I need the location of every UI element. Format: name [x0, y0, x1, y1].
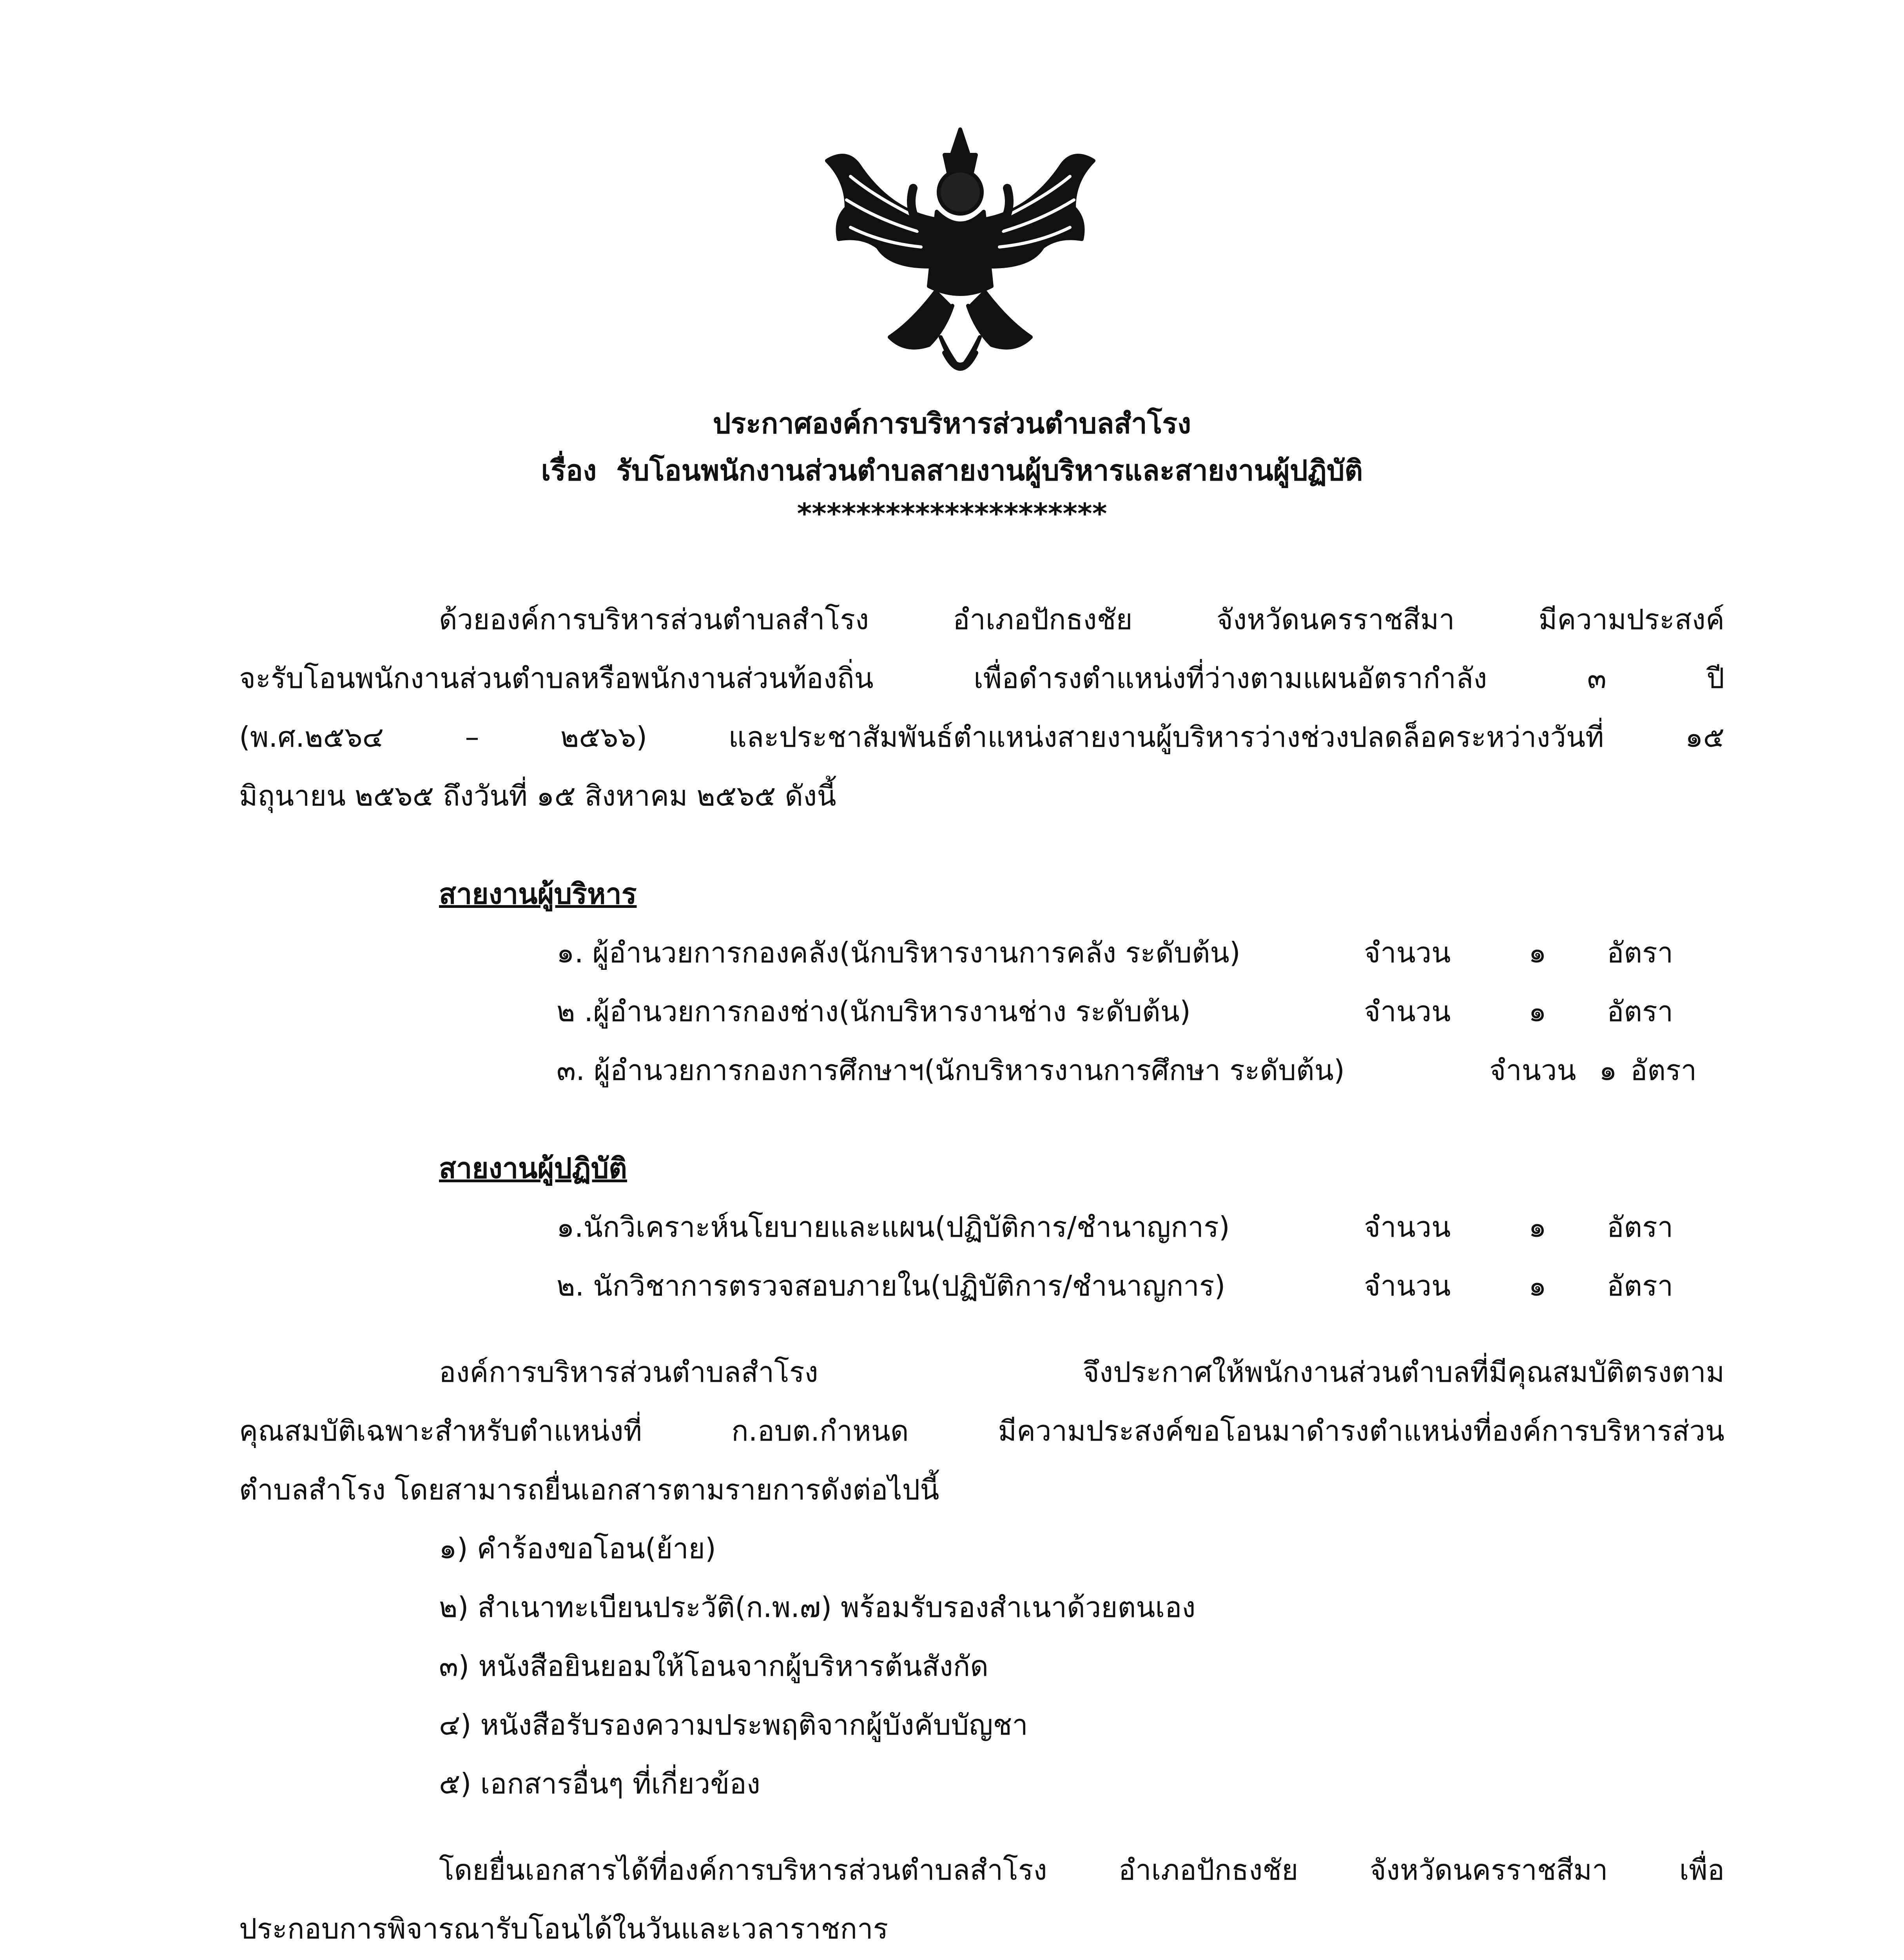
count-value: ๑ [1529, 1210, 1547, 1243]
position-name: ๑. ผู้อำนวยการกองคลัง(นักบริหารงานการคลัง ระดับต้น) [557, 936, 1240, 969]
list-item: ๔) หนังสือรับรองความประพฤติจากผู้บังคับบัญชา [439, 1708, 1028, 1741]
subject-text: รับโอนพนักงานส่วนตำบลสายงานผู้บริหารและสายงานผู้ปฏิบัติ [616, 454, 1363, 487]
announcement-subject [0, 451, 1904, 490]
garuda-emblem-icon [811, 118, 1109, 392]
qualification-line-3: ตำบลสำโรง โดยสามารถยื่นเอกสารตามรายการดังต่อไปนี้ [239, 1473, 939, 1506]
list-item: ๒) สำเนาทะเบียนประวัติ(ก.พ.๗) พร้อมรับรองสำเนาด้วยตนเอง [439, 1591, 1196, 1624]
list-item: ๓) หนังสือยินยอมให้โอนจากผู้บริหารต้นสังกัด [439, 1650, 989, 1682]
count-value: ๑ [1529, 995, 1547, 1028]
separator-stars: ********************* [797, 497, 1107, 530]
count-label: จำนวน [1364, 1269, 1451, 1302]
qualification-line-1: องค์การบริหารส่วนตำบลสำโรง จึงประกาศให้พนักงานส่วนตำบลที่มีคุณสมบัติตรงตาม [439, 1356, 1724, 1388]
count-value: ๑ [1599, 1054, 1617, 1087]
list-item: ๕) เอกสารอื่นๆ ที่เกี่ยวข้อง [439, 1767, 760, 1800]
position-name: ๓. ผู้อำนวยการกองการศึกษาฯ(นักบริหารงานการศึกษา ระดับต้น) [557, 1054, 1345, 1087]
count-value: ๑ [1529, 936, 1547, 969]
position-name: ๑.นักวิเคราะห์นโยบายและแผน(ปฏิบัติการ/ชำนาญการ) [557, 1210, 1230, 1243]
count-label: จำนวน [1364, 995, 1451, 1028]
subject-prefix: เรื่อง [541, 454, 597, 487]
count-unit: อัตรา [1607, 936, 1674, 969]
position-name: ๒. นักวิชาการตรวจสอบภายใน(ปฏิบัติการ/ชำนาญการ) [557, 1269, 1226, 1302]
intro-line-3: (พ.ศ.๒๕๖๔ – ๒๕๖๖) และประชาสัมพันธ์ตำแหน่งสายงานผู้บริหารว่างช่วงปลดล็อคระหว่างวันที่ ๑๕ [239, 720, 1724, 753]
count-label: จำนวน [1364, 936, 1451, 969]
position-name: ๒ .ผู้อำนวยการกองช่าง(นักบริหารงานช่าง ระดับต้น) [557, 995, 1191, 1028]
intro-line-2: จะรับโอนพนักงานส่วนตำบลหรือพนักงานส่วนท้องถิ่น เพื่อดำรงตำแหน่งที่ว่างตามแผนอัตรากำลัง ๓ ปี [239, 662, 1724, 695]
executive-heading: สายงานผู้บริหาร [439, 877, 637, 910]
count-label: จำนวน [1364, 1210, 1451, 1243]
operational-heading: สายงานผู้ปฏิบัติ [439, 1152, 627, 1185]
list-item: ๑) คำร้องขอโอน(ย้าย) [439, 1532, 716, 1565]
count-unit: อัตรา [1607, 1269, 1674, 1302]
count-label: จำนวน [1489, 1054, 1576, 1087]
count-unit: อัตรา [1607, 995, 1674, 1028]
submission-line-2: ประกอบการพิจารณารับโอนได้ในวันและเวลาราชการ [239, 1912, 889, 1945]
count-unit: อัตรา [1630, 1054, 1697, 1087]
qualification-line-2: คุณสมบัติเฉพาะสำหรับตำแหน่งที่ ก.อบต.กำหนด มีความประสงค์ขอโอนมาดำรงตำแหน่งที่องค์การบริหารส่วน [239, 1414, 1724, 1447]
count-unit: อัตรา [1607, 1210, 1674, 1243]
announcement-title: ประกาศองค์การบริหารส่วนตำบลสำโรง [713, 407, 1191, 440]
intro-line-1: ด้วยองค์การบริหารส่วนตำบลสำโรง อำเภอปักธงชัย จังหวัดนครราชสีมา มีความประสงค์ [439, 603, 1724, 636]
intro-line-4: มิถุนายน ๒๕๖๕ ถึงวันที่ ๑๕ สิงหาคม ๒๕๖๕ ดังนี้ [239, 779, 836, 812]
submission-line-1: โดยยื่นเอกสารได้ที่องค์การบริหารส่วนตำบลสำโรง อำเภอปักธงชัย จังหวัดนครราชสีมา เพื่อ [439, 1853, 1724, 1886]
count-value: ๑ [1529, 1269, 1547, 1302]
